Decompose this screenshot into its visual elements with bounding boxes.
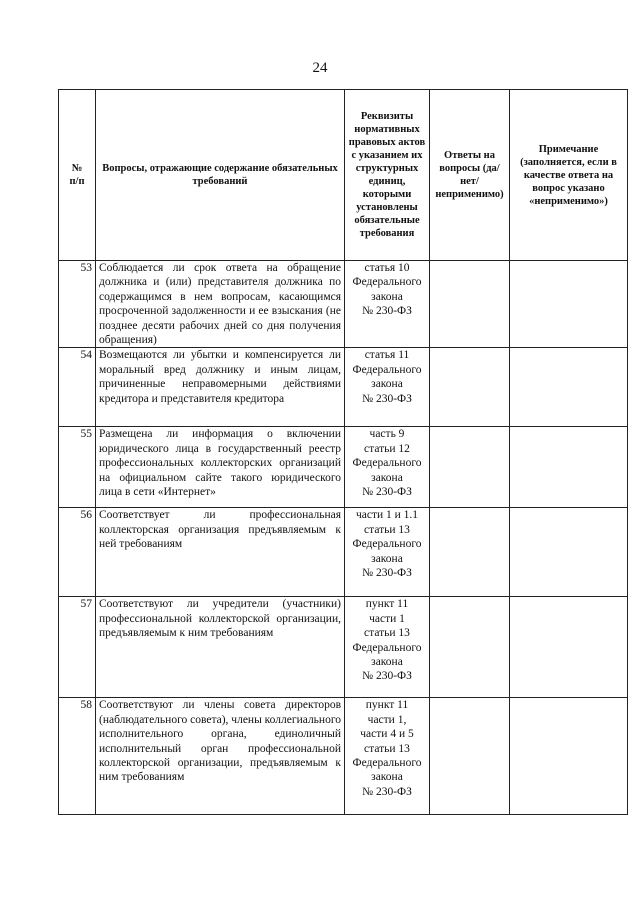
header-note: Примечание (заполняется, если в качестве ответа на вопрос указано «неприменимо») xyxy=(510,90,628,261)
row-answer-cell[interactable] xyxy=(430,348,510,427)
header-requisites: Реквизиты нормативных правовых актов с указанием их структурных единиц, которыми установлены обязательные требования xyxy=(345,90,430,261)
row-num: 54 xyxy=(59,348,96,427)
row-answer-cell[interactable] xyxy=(430,427,510,508)
row-requisites: части 1 и 1.1 статьи 13 Федерального закона № 230-ФЗ xyxy=(345,508,430,597)
row-note-cell[interactable] xyxy=(510,508,628,597)
table-row xyxy=(59,261,628,348)
row-note-cell[interactable] xyxy=(510,597,628,698)
row-question: Размещена ли информация о включении юридического лица в государственный реестр профессиональных коллекторских организаций на официальном сайте такого юридического лица в сети «Интернет» xyxy=(96,427,345,508)
row-num: 57 xyxy=(59,597,96,698)
table-row xyxy=(59,597,628,698)
row-requisites: часть 9 статьи 12 Федерального закона № 230-ФЗ xyxy=(345,427,430,508)
row-answer-cell[interactable] xyxy=(430,508,510,597)
row-answer-cell[interactable] xyxy=(430,597,510,698)
row-question: Соответствуют ли учредители (участники) профессиональной коллекторской организации, предъявляемым к ним требованиям xyxy=(96,597,345,698)
header-num: № п/п xyxy=(59,90,96,261)
table-row xyxy=(59,698,628,815)
requirements-table xyxy=(58,89,628,815)
row-num: 58 xyxy=(59,698,96,815)
row-answer-cell[interactable] xyxy=(430,698,510,815)
row-question: Возмещаются ли убытки и компенсируется ли моральный вред должнику и иным лицам, причиненные неправомерными действиями кредитора и представителя кредитора xyxy=(96,348,345,427)
row-requisites: пункт 11 части 1 статьи 13 Федерального закона № 230-ФЗ xyxy=(345,597,430,698)
table-row xyxy=(59,427,628,508)
page-number: 24 xyxy=(312,60,328,76)
row-note-cell[interactable] xyxy=(510,698,628,815)
table-row xyxy=(59,348,628,427)
header-answers: Ответы на вопросы (да/нет/ неприменимо) xyxy=(430,90,510,261)
row-note-cell[interactable] xyxy=(510,261,628,348)
row-num: 56 xyxy=(59,508,96,597)
table-row xyxy=(59,508,628,597)
row-answer-cell[interactable] xyxy=(430,261,510,348)
row-num: 53 xyxy=(59,261,96,348)
header-question: Вопросы, отражающие содержание обязательных требований xyxy=(96,90,345,261)
row-requisites: пункт 11 части 1, части 4 и 5 статьи 13 Федерального закона № 230-ФЗ xyxy=(345,698,430,815)
row-question: Соблюдается ли срок ответа на обращение должника и (или) представителя должника по содержащимся в нем вопросам, касающимся просроченной задолженности и ее взыскания (не позднее десяти рабочих дней со дня получения обращения) xyxy=(96,261,345,348)
row-question: Соответствуют ли члены совета директоров (наблюдательного совета), члены коллегиального исполнительного органа, единоличный исполнительный орган профессиональной коллекторской организации, предъявляемым к ним требованиям xyxy=(96,698,345,815)
row-note-cell[interactable] xyxy=(510,348,628,427)
row-note-cell[interactable] xyxy=(510,427,628,508)
row-requisites: статья 11 Федерального закона № 230-ФЗ xyxy=(345,348,430,427)
table-header-row xyxy=(59,90,628,261)
row-num: 55 xyxy=(59,427,96,508)
row-question: Соответствует ли профессиональная коллекторская организация предъявляемым к ней требованиям xyxy=(96,508,345,597)
row-requisites: статья 10 Федерального закона № 230-ФЗ xyxy=(345,261,430,348)
